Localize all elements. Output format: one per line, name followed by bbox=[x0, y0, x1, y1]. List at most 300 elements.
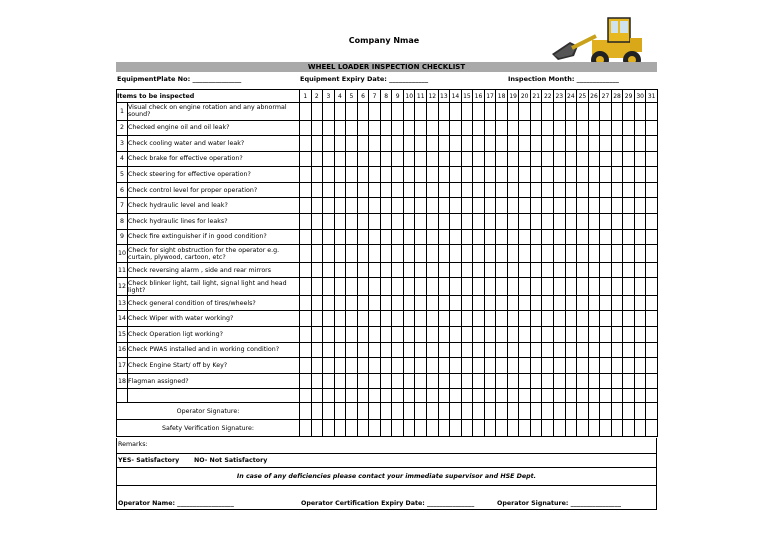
check-cell[interactable] bbox=[519, 198, 531, 214]
check-cell[interactable] bbox=[357, 262, 369, 278]
check-cell[interactable] bbox=[300, 167, 312, 183]
check-cell[interactable] bbox=[380, 103, 392, 121]
check-cell[interactable] bbox=[507, 103, 519, 121]
check-cell[interactable] bbox=[380, 136, 392, 152]
check-cell[interactable] bbox=[392, 245, 404, 263]
check-cell[interactable] bbox=[415, 167, 427, 183]
check-cell[interactable] bbox=[300, 151, 312, 167]
check-cell[interactable] bbox=[611, 198, 623, 214]
check-cell[interactable] bbox=[634, 245, 646, 263]
check-cell[interactable] bbox=[473, 373, 485, 389]
check-cell[interactable] bbox=[473, 167, 485, 183]
check-cell[interactable] bbox=[507, 278, 519, 296]
check-cell[interactable] bbox=[646, 358, 658, 374]
check-cell[interactable] bbox=[357, 311, 369, 327]
check-cell[interactable] bbox=[346, 358, 358, 374]
check-cell[interactable] bbox=[530, 182, 542, 198]
check-cell[interactable] bbox=[323, 182, 335, 198]
check-cell[interactable] bbox=[461, 262, 473, 278]
check-cell[interactable] bbox=[403, 358, 415, 374]
check-cell[interactable] bbox=[646, 151, 658, 167]
check-cell[interactable] bbox=[300, 198, 312, 214]
check-cell[interactable] bbox=[646, 295, 658, 311]
check-cell[interactable] bbox=[334, 103, 346, 121]
check-cell[interactable] bbox=[542, 120, 554, 136]
check-cell[interactable] bbox=[484, 389, 496, 403]
check-cell[interactable] bbox=[450, 214, 462, 230]
check-cell[interactable] bbox=[427, 262, 439, 278]
signature-cell[interactable] bbox=[542, 420, 554, 437]
check-cell[interactable] bbox=[357, 358, 369, 374]
check-cell[interactable] bbox=[380, 198, 392, 214]
check-cell[interactable] bbox=[323, 103, 335, 121]
check-cell[interactable] bbox=[323, 120, 335, 136]
check-cell[interactable] bbox=[565, 373, 577, 389]
check-cell[interactable] bbox=[530, 136, 542, 152]
signature-cell[interactable] bbox=[357, 420, 369, 437]
check-cell[interactable] bbox=[611, 120, 623, 136]
check-cell[interactable] bbox=[496, 295, 508, 311]
check-cell[interactable] bbox=[323, 327, 335, 343]
check-cell[interactable] bbox=[450, 295, 462, 311]
check-cell[interactable] bbox=[473, 262, 485, 278]
signature-cell[interactable] bbox=[311, 420, 323, 437]
check-cell[interactable] bbox=[496, 327, 508, 343]
check-cell[interactable] bbox=[346, 229, 358, 245]
signature-cell[interactable] bbox=[323, 403, 335, 420]
signature-cell[interactable] bbox=[311, 403, 323, 420]
check-cell[interactable] bbox=[484, 342, 496, 358]
check-cell[interactable] bbox=[519, 311, 531, 327]
check-cell[interactable] bbox=[311, 136, 323, 152]
check-cell[interactable] bbox=[300, 229, 312, 245]
check-cell[interactable] bbox=[565, 311, 577, 327]
check-cell[interactable] bbox=[577, 327, 589, 343]
check-cell[interactable] bbox=[484, 245, 496, 263]
check-cell[interactable] bbox=[473, 229, 485, 245]
check-cell[interactable] bbox=[427, 198, 439, 214]
check-cell[interactable] bbox=[380, 182, 392, 198]
check-cell[interactable] bbox=[600, 358, 612, 374]
check-cell[interactable] bbox=[554, 182, 566, 198]
check-cell[interactable] bbox=[438, 373, 450, 389]
signature-cell[interactable] bbox=[334, 420, 346, 437]
check-cell[interactable] bbox=[565, 167, 577, 183]
check-cell[interactable] bbox=[554, 278, 566, 296]
check-cell[interactable] bbox=[611, 327, 623, 343]
check-cell[interactable] bbox=[611, 245, 623, 263]
check-cell[interactable] bbox=[634, 229, 646, 245]
check-cell[interactable] bbox=[438, 389, 450, 403]
check-cell[interactable] bbox=[473, 327, 485, 343]
check-cell[interactable] bbox=[646, 262, 658, 278]
check-cell[interactable] bbox=[519, 389, 531, 403]
check-cell[interactable] bbox=[565, 262, 577, 278]
check-cell[interactable] bbox=[507, 229, 519, 245]
check-cell[interactable] bbox=[623, 311, 635, 327]
check-cell[interactable] bbox=[323, 278, 335, 296]
check-cell[interactable] bbox=[611, 229, 623, 245]
check-cell[interactable] bbox=[415, 229, 427, 245]
check-cell[interactable] bbox=[623, 373, 635, 389]
check-cell[interactable] bbox=[334, 358, 346, 374]
check-cell[interactable] bbox=[334, 120, 346, 136]
check-cell[interactable] bbox=[450, 373, 462, 389]
check-cell[interactable] bbox=[380, 167, 392, 183]
check-cell[interactable] bbox=[415, 342, 427, 358]
signature-cell[interactable] bbox=[611, 420, 623, 437]
check-cell[interactable] bbox=[634, 151, 646, 167]
check-cell[interactable] bbox=[461, 103, 473, 121]
check-cell[interactable] bbox=[519, 358, 531, 374]
check-cell[interactable] bbox=[311, 182, 323, 198]
check-cell[interactable] bbox=[600, 167, 612, 183]
check-cell[interactable] bbox=[496, 198, 508, 214]
check-cell[interactable] bbox=[403, 182, 415, 198]
check-cell[interactable] bbox=[357, 342, 369, 358]
check-cell[interactable] bbox=[588, 295, 600, 311]
check-cell[interactable] bbox=[415, 311, 427, 327]
check-cell[interactable] bbox=[450, 136, 462, 152]
check-cell[interactable] bbox=[530, 103, 542, 121]
check-cell[interactable] bbox=[496, 136, 508, 152]
check-cell[interactable] bbox=[461, 373, 473, 389]
check-cell[interactable] bbox=[484, 120, 496, 136]
check-cell[interactable] bbox=[577, 262, 589, 278]
check-cell[interactable] bbox=[473, 151, 485, 167]
check-cell[interactable] bbox=[588, 214, 600, 230]
check-cell[interactable] bbox=[600, 389, 612, 403]
check-cell[interactable] bbox=[634, 120, 646, 136]
signature-cell[interactable] bbox=[496, 420, 508, 437]
check-cell[interactable] bbox=[403, 136, 415, 152]
check-cell[interactable] bbox=[369, 151, 381, 167]
check-cell[interactable] bbox=[438, 120, 450, 136]
check-cell[interactable] bbox=[507, 136, 519, 152]
check-cell[interactable] bbox=[634, 167, 646, 183]
check-cell[interactable] bbox=[334, 389, 346, 403]
signature-cell[interactable] bbox=[565, 403, 577, 420]
check-cell[interactable] bbox=[554, 295, 566, 311]
check-cell[interactable] bbox=[311, 103, 323, 121]
check-cell[interactable] bbox=[600, 311, 612, 327]
check-cell[interactable] bbox=[600, 278, 612, 296]
check-cell[interactable] bbox=[403, 245, 415, 263]
check-cell[interactable] bbox=[311, 342, 323, 358]
check-cell[interactable] bbox=[300, 311, 312, 327]
check-cell[interactable] bbox=[565, 136, 577, 152]
check-cell[interactable] bbox=[311, 229, 323, 245]
check-cell[interactable] bbox=[450, 278, 462, 296]
check-cell[interactable] bbox=[600, 198, 612, 214]
check-cell[interactable] bbox=[415, 120, 427, 136]
check-cell[interactable] bbox=[542, 373, 554, 389]
check-cell[interactable] bbox=[473, 214, 485, 230]
check-cell[interactable] bbox=[450, 262, 462, 278]
check-cell[interactable] bbox=[600, 245, 612, 263]
check-cell[interactable] bbox=[369, 245, 381, 263]
check-cell[interactable] bbox=[519, 214, 531, 230]
check-cell[interactable] bbox=[634, 198, 646, 214]
check-cell[interactable] bbox=[519, 229, 531, 245]
check-cell[interactable] bbox=[554, 136, 566, 152]
check-cell[interactable] bbox=[461, 311, 473, 327]
check-cell[interactable] bbox=[323, 136, 335, 152]
check-cell[interactable] bbox=[565, 358, 577, 374]
check-cell[interactable] bbox=[634, 373, 646, 389]
check-cell[interactable] bbox=[380, 245, 392, 263]
check-cell[interactable] bbox=[311, 214, 323, 230]
check-cell[interactable] bbox=[600, 327, 612, 343]
check-cell[interactable] bbox=[357, 167, 369, 183]
signature-cell[interactable] bbox=[380, 420, 392, 437]
check-cell[interactable] bbox=[646, 229, 658, 245]
check-cell[interactable] bbox=[588, 151, 600, 167]
check-cell[interactable] bbox=[323, 342, 335, 358]
check-cell[interactable] bbox=[346, 103, 358, 121]
check-cell[interactable] bbox=[634, 136, 646, 152]
check-cell[interactable] bbox=[427, 373, 439, 389]
check-cell[interactable] bbox=[334, 327, 346, 343]
check-cell[interactable] bbox=[507, 358, 519, 374]
check-cell[interactable] bbox=[484, 327, 496, 343]
signature-cell[interactable] bbox=[519, 403, 531, 420]
check-cell[interactable] bbox=[427, 278, 439, 296]
check-cell[interactable] bbox=[403, 389, 415, 403]
check-cell[interactable] bbox=[311, 120, 323, 136]
check-cell[interactable] bbox=[427, 389, 439, 403]
check-cell[interactable] bbox=[380, 327, 392, 343]
check-cell[interactable] bbox=[346, 389, 358, 403]
check-cell[interactable] bbox=[392, 167, 404, 183]
check-cell[interactable] bbox=[634, 214, 646, 230]
check-cell[interactable] bbox=[577, 389, 589, 403]
check-cell[interactable] bbox=[473, 245, 485, 263]
check-cell[interactable] bbox=[565, 198, 577, 214]
check-cell[interactable] bbox=[403, 311, 415, 327]
check-cell[interactable] bbox=[519, 151, 531, 167]
check-cell[interactable] bbox=[623, 327, 635, 343]
check-cell[interactable] bbox=[334, 182, 346, 198]
check-cell[interactable] bbox=[542, 151, 554, 167]
check-cell[interactable] bbox=[334, 229, 346, 245]
check-cell[interactable] bbox=[369, 342, 381, 358]
check-cell[interactable] bbox=[323, 229, 335, 245]
check-cell[interactable] bbox=[323, 198, 335, 214]
check-cell[interactable] bbox=[438, 198, 450, 214]
check-cell[interactable] bbox=[623, 358, 635, 374]
check-cell[interactable] bbox=[415, 198, 427, 214]
check-cell[interactable] bbox=[611, 373, 623, 389]
check-cell[interactable] bbox=[484, 151, 496, 167]
check-cell[interactable] bbox=[369, 389, 381, 403]
check-cell[interactable] bbox=[542, 262, 554, 278]
check-cell[interactable] bbox=[646, 167, 658, 183]
check-cell[interactable] bbox=[542, 136, 554, 152]
check-cell[interactable] bbox=[461, 214, 473, 230]
check-cell[interactable] bbox=[415, 278, 427, 296]
check-cell[interactable] bbox=[438, 295, 450, 311]
check-cell[interactable] bbox=[646, 373, 658, 389]
check-cell[interactable] bbox=[646, 120, 658, 136]
check-cell[interactable] bbox=[554, 327, 566, 343]
check-cell[interactable] bbox=[334, 136, 346, 152]
check-cell[interactable] bbox=[311, 295, 323, 311]
check-cell[interactable] bbox=[323, 358, 335, 374]
check-cell[interactable] bbox=[611, 182, 623, 198]
check-cell[interactable] bbox=[392, 229, 404, 245]
check-cell[interactable] bbox=[588, 120, 600, 136]
check-cell[interactable] bbox=[473, 136, 485, 152]
check-cell[interactable] bbox=[334, 245, 346, 263]
check-cell[interactable] bbox=[507, 327, 519, 343]
check-cell[interactable] bbox=[415, 151, 427, 167]
check-cell[interactable] bbox=[369, 311, 381, 327]
check-cell[interactable] bbox=[554, 214, 566, 230]
check-cell[interactable] bbox=[473, 342, 485, 358]
check-cell[interactable] bbox=[346, 295, 358, 311]
check-cell[interactable] bbox=[577, 167, 589, 183]
check-cell[interactable] bbox=[484, 103, 496, 121]
check-cell[interactable] bbox=[450, 167, 462, 183]
check-cell[interactable] bbox=[623, 182, 635, 198]
signature-cell[interactable] bbox=[484, 420, 496, 437]
check-cell[interactable] bbox=[461, 342, 473, 358]
check-cell[interactable] bbox=[461, 389, 473, 403]
signature-cell[interactable] bbox=[623, 420, 635, 437]
check-cell[interactable] bbox=[473, 198, 485, 214]
check-cell[interactable] bbox=[380, 342, 392, 358]
check-cell[interactable] bbox=[530, 214, 542, 230]
inspection-month-field[interactable]: Inspection Month: _____________ bbox=[508, 75, 619, 83]
check-cell[interactable] bbox=[623, 245, 635, 263]
check-cell[interactable] bbox=[323, 151, 335, 167]
signature-cell[interactable] bbox=[403, 420, 415, 437]
check-cell[interactable] bbox=[369, 214, 381, 230]
check-cell[interactable] bbox=[646, 136, 658, 152]
check-cell[interactable] bbox=[507, 311, 519, 327]
signature-cell[interactable] bbox=[554, 420, 566, 437]
check-cell[interactable] bbox=[600, 136, 612, 152]
check-cell[interactable] bbox=[392, 262, 404, 278]
check-cell[interactable] bbox=[323, 373, 335, 389]
check-cell[interactable] bbox=[577, 342, 589, 358]
check-cell[interactable] bbox=[392, 327, 404, 343]
check-cell[interactable] bbox=[565, 103, 577, 121]
check-cell[interactable] bbox=[334, 198, 346, 214]
check-cell[interactable] bbox=[611, 311, 623, 327]
check-cell[interactable] bbox=[415, 103, 427, 121]
check-cell[interactable] bbox=[611, 295, 623, 311]
check-cell[interactable] bbox=[334, 167, 346, 183]
check-cell[interactable] bbox=[473, 120, 485, 136]
check-cell[interactable] bbox=[346, 262, 358, 278]
check-cell[interactable] bbox=[311, 262, 323, 278]
check-cell[interactable] bbox=[427, 167, 439, 183]
check-cell[interactable] bbox=[623, 229, 635, 245]
check-cell[interactable] bbox=[577, 295, 589, 311]
check-cell[interactable] bbox=[507, 151, 519, 167]
check-cell[interactable] bbox=[334, 311, 346, 327]
check-cell[interactable] bbox=[646, 198, 658, 214]
check-cell[interactable] bbox=[519, 295, 531, 311]
signature-cell[interactable] bbox=[611, 403, 623, 420]
certification-expiry-field[interactable]: Operator Certification Expiry Date: _______________ bbox=[301, 500, 475, 507]
check-cell[interactable] bbox=[554, 229, 566, 245]
check-cell[interactable] bbox=[311, 311, 323, 327]
check-cell[interactable] bbox=[403, 262, 415, 278]
check-cell[interactable] bbox=[392, 358, 404, 374]
check-cell[interactable] bbox=[369, 182, 381, 198]
check-cell[interactable] bbox=[357, 295, 369, 311]
signature-cell[interactable] bbox=[346, 420, 358, 437]
check-cell[interactable] bbox=[496, 342, 508, 358]
check-cell[interactable] bbox=[496, 214, 508, 230]
signature-cell[interactable] bbox=[588, 403, 600, 420]
check-cell[interactable] bbox=[577, 229, 589, 245]
signature-cell[interactable] bbox=[554, 403, 566, 420]
check-cell[interactable] bbox=[300, 278, 312, 296]
check-cell[interactable] bbox=[415, 389, 427, 403]
check-cell[interactable] bbox=[484, 311, 496, 327]
check-cell[interactable] bbox=[611, 262, 623, 278]
check-cell[interactable] bbox=[577, 358, 589, 374]
signature-cell[interactable] bbox=[634, 403, 646, 420]
check-cell[interactable] bbox=[646, 311, 658, 327]
check-cell[interactable] bbox=[473, 389, 485, 403]
check-cell[interactable] bbox=[565, 327, 577, 343]
check-cell[interactable] bbox=[554, 151, 566, 167]
check-cell[interactable] bbox=[346, 342, 358, 358]
check-cell[interactable] bbox=[438, 327, 450, 343]
check-cell[interactable] bbox=[369, 167, 381, 183]
check-cell[interactable] bbox=[600, 229, 612, 245]
check-cell[interactable] bbox=[380, 262, 392, 278]
check-cell[interactable] bbox=[392, 389, 404, 403]
check-cell[interactable] bbox=[519, 120, 531, 136]
check-cell[interactable] bbox=[369, 198, 381, 214]
signature-cell[interactable] bbox=[369, 403, 381, 420]
check-cell[interactable] bbox=[334, 373, 346, 389]
check-cell[interactable] bbox=[438, 214, 450, 230]
check-cell[interactable] bbox=[473, 182, 485, 198]
check-cell[interactable] bbox=[357, 151, 369, 167]
check-cell[interactable] bbox=[519, 167, 531, 183]
check-cell[interactable] bbox=[346, 120, 358, 136]
check-cell[interactable] bbox=[600, 214, 612, 230]
check-cell[interactable] bbox=[542, 245, 554, 263]
remarks-section[interactable] bbox=[116, 438, 657, 454]
check-cell[interactable] bbox=[357, 120, 369, 136]
check-cell[interactable] bbox=[450, 389, 462, 403]
check-cell[interactable] bbox=[565, 120, 577, 136]
check-cell[interactable] bbox=[403, 167, 415, 183]
check-cell[interactable] bbox=[600, 262, 612, 278]
check-cell[interactable] bbox=[369, 103, 381, 121]
check-cell[interactable] bbox=[323, 245, 335, 263]
check-cell[interactable] bbox=[450, 182, 462, 198]
check-cell[interactable] bbox=[357, 389, 369, 403]
check-cell[interactable] bbox=[623, 278, 635, 296]
check-cell[interactable] bbox=[496, 120, 508, 136]
signature-cell[interactable] bbox=[530, 420, 542, 437]
check-cell[interactable] bbox=[507, 373, 519, 389]
check-cell[interactable] bbox=[311, 389, 323, 403]
check-cell[interactable] bbox=[380, 311, 392, 327]
check-cell[interactable] bbox=[403, 229, 415, 245]
check-cell[interactable] bbox=[311, 245, 323, 263]
check-cell[interactable] bbox=[461, 120, 473, 136]
